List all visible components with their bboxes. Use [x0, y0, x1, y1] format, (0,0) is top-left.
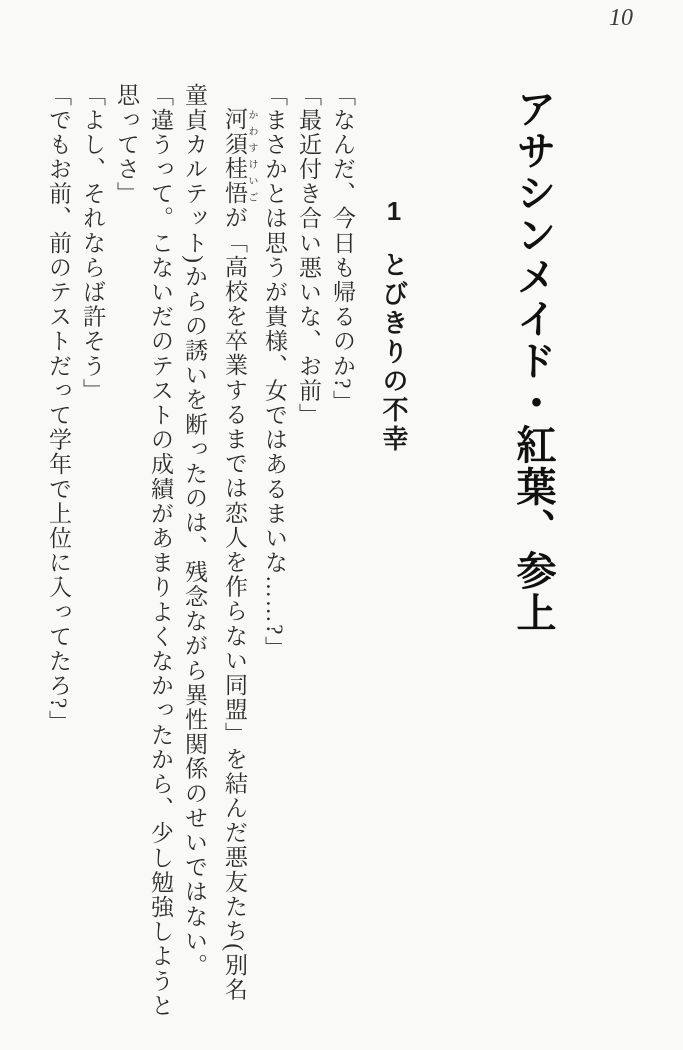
section-number: 1: [379, 196, 409, 229]
text-line: 思ってさ」: [114, 83, 139, 206]
section-heading: [379, 196, 409, 454]
text-line: 「違うって。こないだのテストの成績があまりよくなかったから、少し勉強しようと: [148, 83, 173, 1018]
section-title: とびきりの不幸: [379, 251, 409, 454]
text-line: 「でもお前、前のテストだって学年で上位に入ってたろ?」: [46, 83, 71, 735]
text-line: 河須 かわす桂悟 けいごが「高校を卒業するまでは恋人を作らない同盟」を結んだ悪友たち(別名: [222, 107, 257, 1002]
text-line: 「まさかとは思うが貴様、女ではあるまいな……?」: [262, 83, 287, 661]
text-line: 「なんだ、今日も帰るのか?」: [330, 83, 355, 415]
page-number: 10: [609, 5, 633, 31]
text-line: 「よし、それならば許そう」: [80, 83, 105, 403]
text-line: 「最近付き合い悪いな、お前」: [296, 83, 321, 428]
body-text: [41, 83, 359, 1035]
chapter-title: アサシンメイド・紅葉、参上: [511, 88, 555, 634]
text-line: 童貞カルテット)からの誘いを断ったのは、残念ながら異性関係のせいではない。: [182, 83, 207, 978]
